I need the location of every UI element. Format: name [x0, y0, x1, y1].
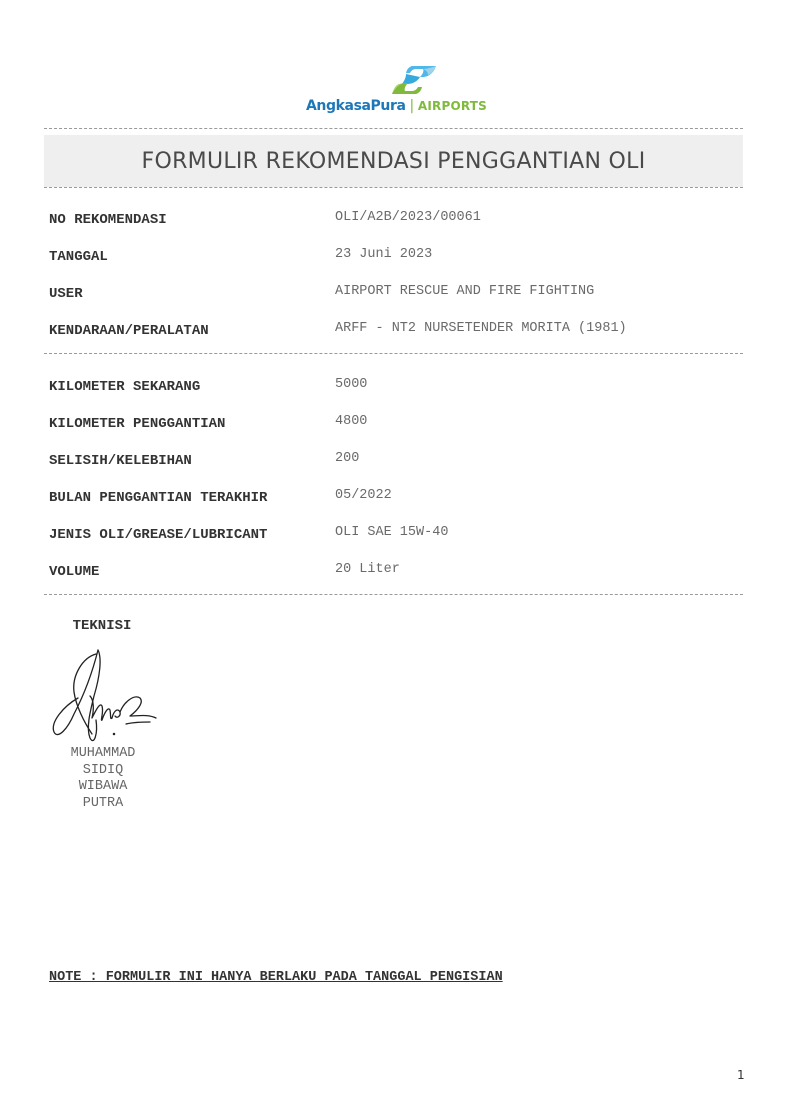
angkasa-pura-logo	[306, 62, 486, 120]
field-label: BULAN PENGGANTIAN TERAKHIR	[49, 490, 268, 506]
page-title: FORMULIR REKOMENDASI PENGGANTIAN OLI	[141, 148, 646, 174]
validity-note: NOTE : FORMULIR INI HANYA BERLAKU PADA TANGGAL PENGISIAN	[49, 970, 503, 985]
field-tanggal	[49, 249, 739, 269]
field-value: 23 Juni 2023	[335, 247, 433, 262]
field-selisih-kelebihan	[49, 453, 739, 473]
angkasa-pura-logo-mark-icon	[390, 64, 438, 96]
logo-separator: |	[409, 98, 414, 114]
field-value: OLI SAE 15W-40	[335, 525, 449, 540]
field-user	[49, 286, 739, 306]
logo-brand: AngkasaPura	[306, 98, 406, 114]
divider-section2	[44, 594, 743, 595]
field-label: SELISIH/KELEBIHAN	[49, 453, 192, 469]
field-label: JENIS OLI/GREASE/LUBRICANT	[49, 527, 268, 543]
field-label: VOLUME	[49, 564, 100, 580]
field-value: 20 Liter	[335, 562, 400, 577]
field-label: USER	[49, 286, 83, 302]
divider-section1	[44, 353, 743, 354]
logo-wordmark	[306, 98, 486, 114]
signature-block	[44, 618, 162, 812]
logo-sub: AIRPORTS	[417, 99, 487, 113]
field-value: ARFF - NT2 NURSETENDER MORITA (1981)	[335, 321, 627, 336]
field-kendaraan-peralatan	[49, 323, 739, 343]
field-value: 05/2022	[335, 488, 392, 503]
field-value: 200	[335, 451, 360, 466]
field-value: 5000	[335, 377, 368, 392]
field-volume	[49, 564, 739, 584]
signature-title: TEKNISI	[72, 618, 132, 634]
field-label: KILOMETER SEKARANG	[49, 379, 201, 395]
field-value: AIRPORT RESCUE AND FIRE FIGHTING	[335, 284, 595, 299]
divider-top	[44, 128, 743, 129]
signature-icon	[44, 636, 162, 746]
field-value: OLI/A2B/2023/00061	[335, 210, 481, 225]
field-label: NO REKOMENDASI	[49, 212, 167, 228]
field-no-rekomendasi	[49, 212, 739, 232]
signature-name-line: PUTRA	[82, 795, 124, 811]
signature-name-line: WIBAWA	[78, 779, 128, 794]
title-band	[44, 135, 743, 187]
field-bulan-penggantian-terakhir	[49, 490, 739, 510]
field-kilometer-penggantian	[49, 416, 739, 436]
field-label: KILOMETER PENGGANTIAN	[49, 416, 226, 432]
signature-name-line: MUHAMMAD	[70, 746, 136, 761]
field-kilometer-sekarang	[49, 379, 739, 399]
field-label: TANGGAL	[49, 249, 108, 265]
page-number: 1	[737, 1068, 745, 1082]
field-label: KENDARAAN/PERALATAN	[49, 323, 209, 339]
signature-name-line: SIDIQ	[82, 762, 124, 778]
divider-title-bottom	[44, 187, 743, 188]
field-jenis-oli	[49, 527, 739, 547]
signature-name	[44, 746, 162, 812]
field-value: 4800	[335, 414, 368, 429]
